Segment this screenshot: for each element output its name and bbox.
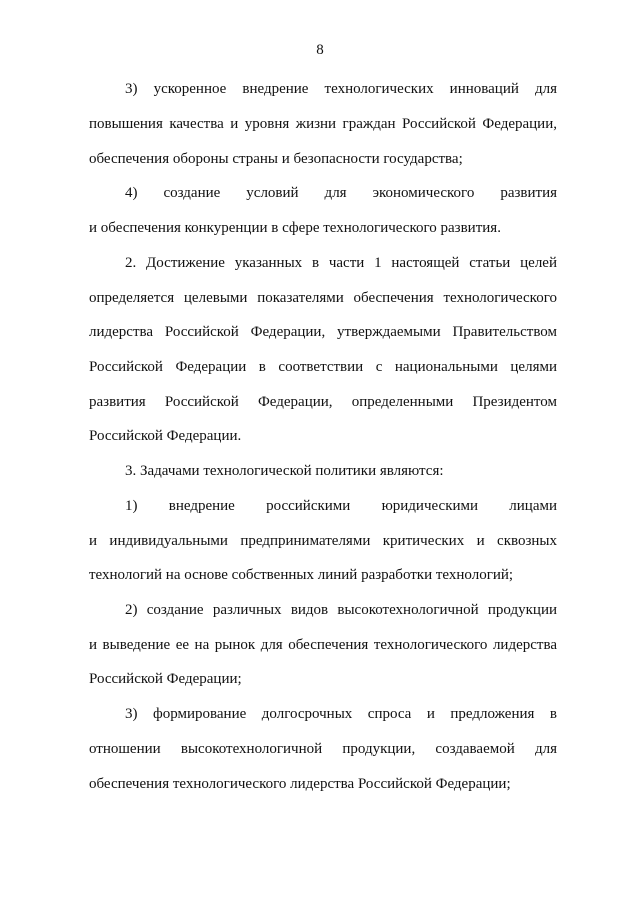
text-line: определяется целевыми показателями обеспечения технологического (89, 290, 557, 306)
text-line: Российской Федерации; (89, 671, 242, 687)
text-line: и выведение ее на рынок для обеспечения технологического лидерства (89, 637, 557, 653)
text-line: и обеспечения конкуренции в сфере технологического развития. (89, 220, 501, 236)
text-line: 3) ускоренное внедрение технологических инноваций для (125, 81, 557, 97)
text-line: развития Российской Федерации, определенными Президентом (89, 394, 557, 410)
text-line: 3. Задачами технологической политики являются: (125, 463, 444, 479)
text-line: отношении высокотехнологичной продукции, создаваемой для (89, 741, 557, 757)
text-line: 2) создание различных видов высокотехнологичной продукции (125, 602, 557, 618)
text-line: повышения качества и уровня жизни граждан Российской Федерации, (89, 116, 557, 132)
text-line: обеспечения технологического лидерства Российской Федерации; (89, 776, 511, 792)
text-line: лидерства Российской Федерации, утверждаемыми Правительством (89, 324, 557, 340)
text-line: 1) внедрение российскими юридическими лицами (125, 498, 557, 514)
text-line: Российской Федерации в соответствии с национальными целями (89, 359, 557, 375)
page-number: 8 (316, 42, 324, 58)
text-line: и индивидуальными предпринимателями критических и сквозных (89, 533, 557, 549)
text-line: 2. Достижение указанных в части 1 настоящей статьи целей (125, 255, 557, 271)
text-line: Российской Федерации. (89, 428, 242, 444)
text-line: 4) создание условий для экономического развития (125, 185, 557, 201)
text-line: технологий на основе собственных линий разработки технологий; (89, 567, 514, 583)
text-line: обеспечения обороны страны и безопасности государства; (89, 151, 463, 167)
text-line: 3) формирование долгосрочных спроса и предложения в (125, 706, 557, 722)
